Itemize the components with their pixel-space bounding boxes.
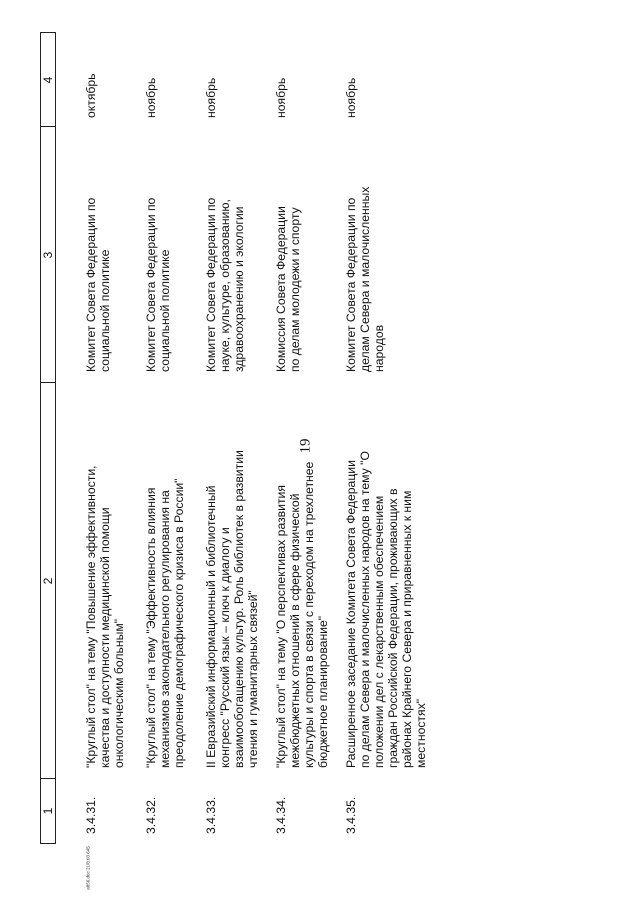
responsible-line: Комитет Совета Федерации по [344,197,358,372]
responsible-line: делам Севера и малочисленных [358,186,372,372]
page-number: 19 [297,438,314,454]
event-line: чтения и гуманитарных связей" [246,590,260,768]
responsible-body [84,126,112,372]
responsible-body [144,126,172,372]
column-header-4: 4 [41,76,55,84]
responsible-body [344,126,386,372]
responsible-line: социальной политике [98,249,112,372]
events-table [40,32,600,844]
item-number: 3.4.35. [344,796,358,834]
responsible-line: Комитет Совета Федерации по [204,197,218,372]
event-line: местностях" [414,698,428,768]
event-month: ноябрь [344,77,358,118]
event-line: районах Крайнего Севера и приравненных к ним [400,490,414,768]
column-header-2: 2 [41,577,55,585]
responsible-line: Комитет Совета Федерации по [84,197,98,372]
event-description [204,380,260,768]
column-header-3: 3 [41,251,55,259]
event-line: онкологическим больным" [112,618,126,768]
event-month: октябрь [84,73,98,118]
event-line: межбюджетных отношений в сфере физической [288,493,302,768]
event-description [144,380,186,768]
responsible-line: Комитет Совета Федерации по [144,197,158,372]
responsible-body [274,126,302,372]
table-header-row [40,32,56,844]
column-header-1: 1 [41,807,55,815]
event-line: положении дел с лекарственным обеспечением [372,495,386,768]
event-line: качества и доступности медицинской помощи [98,507,112,768]
responsible-line: социальной политике [158,249,172,372]
event-line: преодоление демографического кризиса в России" [172,478,186,768]
event-month: ноябрь [204,77,218,118]
event-line: II Евразийский информационный и библиотечный [204,485,218,768]
event-line: бюджетное планирование" [316,615,330,768]
event-line: граждан Российской Федерации, проживающих в [386,488,400,768]
event-description [344,380,428,768]
item-number: 3.4.33. [204,796,218,834]
event-line: взаимообогащению культур. Роль библиотек в развитии [232,450,246,768]
event-line: культуры и спорта в связи с переходом на трехлетнее [302,461,316,768]
event-line: конгресс "Русский язык – ключ к диалогу и [218,527,232,768]
item-number: 3.4.32. [144,796,158,834]
event-line: по делам Севера и малочисленных народов на тему "О [358,451,372,768]
event-description [274,380,330,768]
event-line: механизмов законодательного регулирования на [158,490,172,768]
event-line: "Круглый стол" на тему "О перспективах развития [274,485,288,768]
document-footer-code: a856.doc 21/8.03 645 [85,846,91,890]
event-month: ноябрь [144,77,158,118]
item-number: 3.4.34. [274,796,288,834]
responsible-line: народов [372,324,386,372]
responsible-body [204,126,246,372]
item-number: 3.4.31. [84,796,98,834]
responsible-line: здравоохранению и экологии [232,206,246,372]
event-description [84,380,126,768]
event-line: "Круглый стол" на тему "Повышение эффективности, [84,465,98,768]
event-month: ноябрь [274,77,288,118]
event-line: Расширенное заседание Комитета Совета Федерации [344,460,358,768]
responsible-line: Комиссия Совета Федерации [274,206,288,372]
responsible-line: науке, культуре, образованию, [218,199,232,372]
event-line: "Круглый стол" на тему "Эффективность влияния [144,487,158,768]
responsible-line: по делам молодежи и спорту [288,207,302,372]
